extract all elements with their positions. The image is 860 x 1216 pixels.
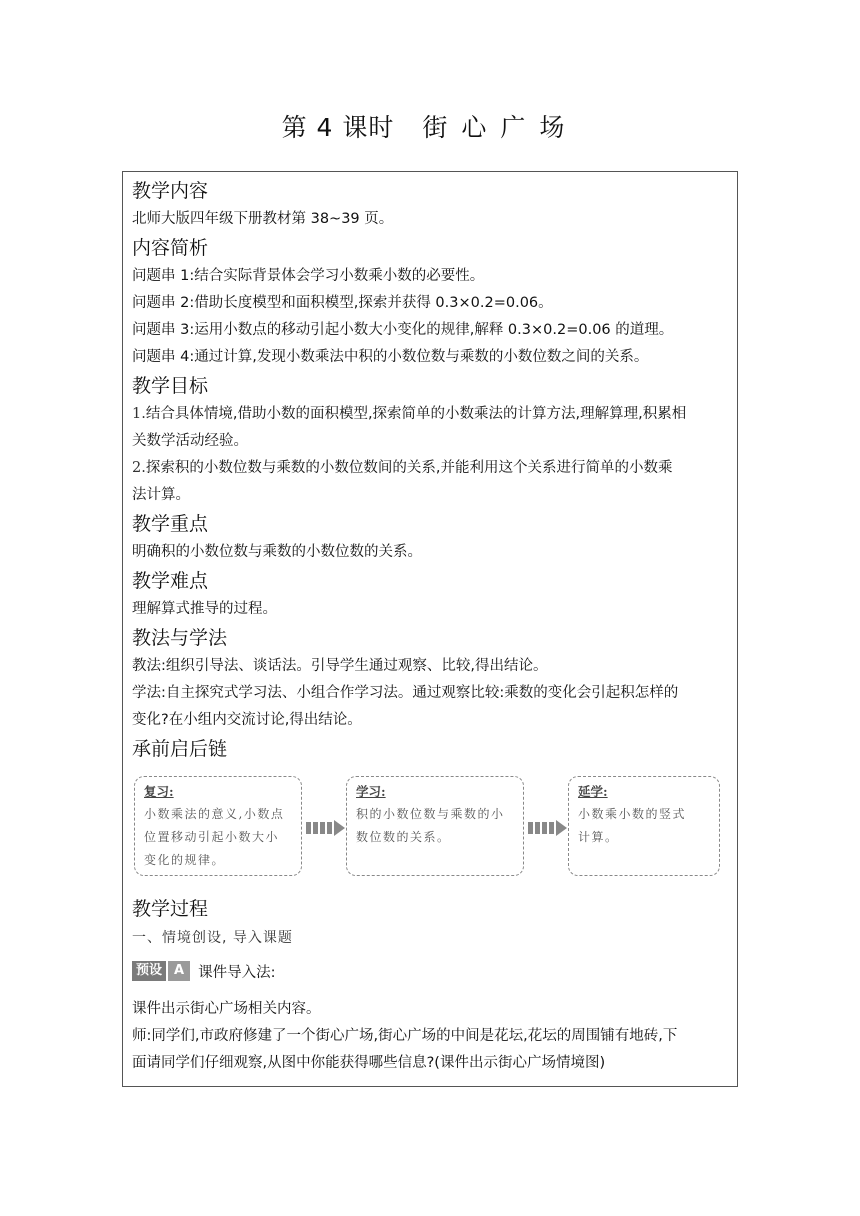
lesson-table bbox=[122, 171, 738, 1087]
learning-method: 学法:自主探究式学习法、小组合作学习法。通过观察比较:乘数的变化会引起积怎样的 bbox=[132, 685, 679, 701]
lesson-content bbox=[132, 176, 732, 1077]
difficulties-text: 理解算式推导的过程。 bbox=[132, 601, 277, 617]
goal-text-continued: 关数学活动经验。 bbox=[132, 433, 248, 449]
content-text: 北师大版四年级下册教材第 38~39 页。 bbox=[132, 211, 394, 227]
preset-badge bbox=[132, 961, 190, 981]
review-box bbox=[134, 776, 302, 876]
chain-diagram bbox=[132, 766, 732, 894]
goal-item-1 bbox=[132, 401, 732, 428]
heading-key-points: 教学重点 bbox=[132, 513, 209, 535]
box-line: 计算。 bbox=[578, 830, 619, 844]
heading-difficulties: 教学难点 bbox=[132, 570, 209, 592]
teaching-method: 教法:组织引导法、谈话法。引导学生通过观察、比较,得出结论。 bbox=[132, 658, 548, 674]
lesson-number: 第 4 课时 bbox=[281, 113, 395, 142]
goal-text-continued: 法计算。 bbox=[132, 487, 190, 503]
preset-row bbox=[132, 956, 732, 986]
heading-goals: 教学目标 bbox=[132, 375, 209, 397]
box-line: 小数乘法的意义,小数点 bbox=[144, 807, 285, 821]
analysis-item: 问题串 3:运用小数点的移动引起小数大小变化的规律,解释 0.3×0.2=0.06 的道理。 bbox=[132, 322, 674, 338]
extend-box-title: 延学: bbox=[578, 784, 608, 799]
learn-box-text bbox=[356, 803, 514, 849]
preset-label: 课件导入法: bbox=[198, 964, 276, 981]
box-line: 变化的规律。 bbox=[144, 853, 226, 867]
goal-text: 探索积的小数位数与乘数的小数位数间的关系,并能利用这个关系进行简单的小数乘 bbox=[145, 460, 673, 476]
goal-number: 1. bbox=[132, 406, 146, 422]
goal-item-2 bbox=[132, 455, 732, 482]
box-line: 小数乘小数的竖式 bbox=[578, 807, 687, 821]
preset-badge-letter: A bbox=[168, 961, 190, 981]
learn-box-title: 学习: bbox=[356, 784, 386, 799]
review-box-title: 复习: bbox=[144, 784, 174, 799]
review-box-text bbox=[144, 803, 292, 872]
goal-text: 结合具体情境,借助小数的面积模型,探索简单的小数乘法的计算方法,理解算理,积累相 bbox=[145, 406, 687, 422]
heading-content: 教学内容 bbox=[132, 180, 209, 202]
process-subheading: 一、情境创设, 导入课题 bbox=[132, 930, 293, 946]
goal-number: 2. bbox=[132, 460, 146, 476]
extend-box bbox=[568, 776, 720, 876]
learn-box bbox=[346, 776, 524, 876]
lesson-name: 街心广场 bbox=[422, 113, 579, 142]
preset-badge-label: 预设 bbox=[132, 961, 166, 981]
arrow-icon bbox=[306, 820, 350, 836]
heading-process: 教学过程 bbox=[132, 898, 209, 920]
analysis-item: 问题串 2:借助长度模型和面积模型,探索并获得 0.3×0.2=0.06。 bbox=[132, 295, 553, 311]
learning-method-continued: 变化?在小组内交流讨论,得出结论。 bbox=[132, 712, 362, 728]
process-text: 师:同学们,市政府修建了一个街心广场,街心广场的中间是花坛,花坛的周围铺有地砖,下 bbox=[132, 1028, 678, 1044]
process-text: 课件出示街心广场相关内容。 bbox=[132, 1001, 321, 1017]
heading-chain: 承前启后链 bbox=[132, 738, 228, 760]
process-text-continued: 面请同学们仔细观察,从图中你能获得哪些信息?(课件出示街心广场情境图) bbox=[132, 1055, 606, 1071]
heading-analysis: 内容简析 bbox=[132, 237, 209, 259]
key-points-text: 明确积的小数位数与乘数的小数位数的关系。 bbox=[132, 544, 422, 560]
analysis-item: 问题串 1:结合实际背景体会学习小数乘小数的必要性。 bbox=[132, 268, 485, 284]
arrow-icon bbox=[528, 820, 572, 836]
page-title bbox=[0, 108, 860, 144]
box-line: 积的小数位数与乘数的小 bbox=[356, 807, 505, 821]
extend-box-text bbox=[578, 803, 710, 849]
box-line: 数位数的关系。 bbox=[356, 830, 451, 844]
heading-methods: 教法与学法 bbox=[132, 627, 228, 649]
analysis-item: 问题串 4:通过计算,发现小数乘法中积的小数位数与乘数的小数位数之间的关系。 bbox=[132, 349, 649, 365]
box-line: 位置移动引起小数大小 bbox=[144, 830, 280, 844]
